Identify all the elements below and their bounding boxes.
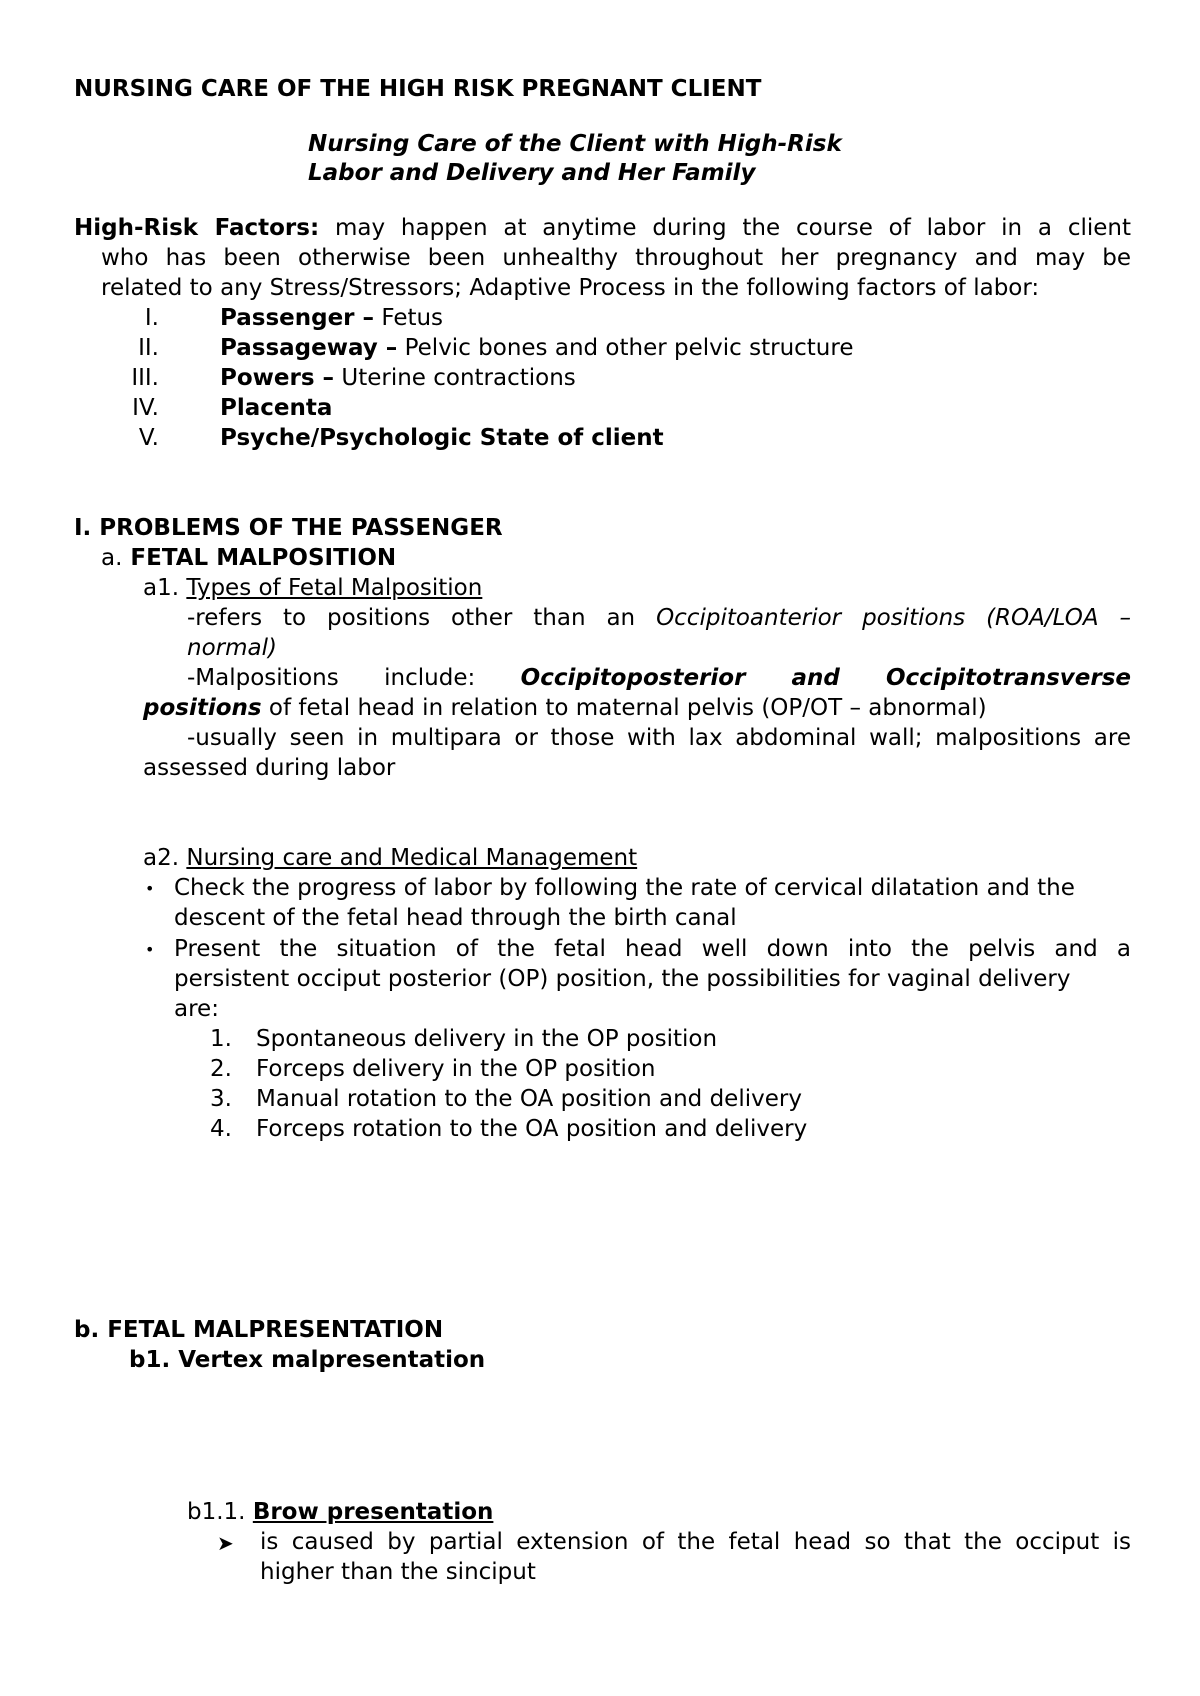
- page-title: NURSING CARE OF THE HIGH RISK PREGNANT CLIENT: [74, 76, 762, 102]
- a2-prefix: a2.: [143, 845, 187, 871]
- b11-title: Brow presentation: [252, 1499, 494, 1525]
- option-text: Forceps rotation to the OA position and delivery: [256, 1116, 808, 1142]
- a1-line-1-italic: Occipitoanterior positions (ROA/LOA –: [656, 605, 1131, 631]
- a1-line-4-text: of fetal head in relation to maternal pelvis (OP/OT – abnormal): [261, 695, 987, 721]
- bullet-1-line-2: descent of the fetal head through the birth canal: [174, 905, 737, 931]
- factor-desc: Uterine contractions: [334, 365, 576, 391]
- subsection-prefix: a.: [101, 545, 123, 571]
- bullet-1-line-1: Check the progress of labor by following the rate of cervical dilatation and the: [174, 875, 1075, 901]
- a1-title: Types of Fetal Malposition: [186, 575, 483, 601]
- b11-prefix: b1.1.: [187, 1499, 253, 1525]
- factor-numeral: IV.: [132, 395, 159, 421]
- factor-term: Powers –: [220, 365, 335, 391]
- high-risk-line-2: who has been otherwise been unhealthy throughout her pregnancy and may be: [101, 245, 1131, 271]
- bullet-dot-icon: •: [145, 940, 155, 959]
- option-text: Manual rotation to the OA position and delivery: [256, 1086, 802, 1112]
- a1-heading: [143, 573, 482, 603]
- a2-heading: [143, 843, 637, 873]
- high-risk-text: may happen at anytime during the course of labor in a client: [319, 215, 1131, 241]
- a2-title: Nursing care and Medical Management: [186, 845, 638, 871]
- a1-line-3-bold-italic: Occipitoposterior and Occipitotransverse: [520, 665, 1131, 691]
- factor-numeral: V.: [138, 425, 159, 451]
- a1-line-4-bold-italic: positions: [143, 695, 262, 721]
- factor-term: Psyche/Psychologic State of client: [220, 425, 664, 451]
- high-risk-label: High-Risk Factors:: [74, 215, 320, 241]
- high-risk-line-1: [74, 213, 1131, 243]
- bullet-2-line-2: persistent occiput posterior (OP) position, the possibilities for vaginal delivery: [174, 966, 1071, 992]
- a1-line-1: [187, 603, 1131, 633]
- high-risk-line-3: related to any Stress/Stressors; Adaptive Process in the following factors of labor:: [101, 275, 1040, 301]
- a1-line-4: [143, 693, 987, 723]
- factor-desc: Fetus: [374, 305, 444, 331]
- b11-line-1: is caused by partial extension of the fetal head so that the occiput is: [260, 1529, 1131, 1555]
- a1-line-3: [187, 663, 1131, 693]
- arrow-bullet-icon: ➤: [217, 1531, 234, 1555]
- option-number: 3.: [210, 1086, 232, 1112]
- bullet-2-line-3: are:: [174, 996, 219, 1022]
- factor-numeral: I.: [144, 305, 159, 331]
- factor-term: Passageway –: [220, 335, 398, 361]
- subtitle-line-1: Nursing Care of the Client with High-Risk: [308, 131, 842, 157]
- subsection-title: FETAL MALPOSITION: [122, 545, 397, 571]
- b11-line-2: higher than the sinciput: [260, 1559, 536, 1585]
- a1-line-5: -usually seen in multipara or those with lax abdominal wall; malpositions are: [187, 725, 1131, 751]
- a1-prefix: a1.: [143, 575, 187, 601]
- b11-heading: [187, 1497, 493, 1527]
- factor-numeral: II.: [138, 335, 159, 361]
- option-number: 1.: [210, 1026, 232, 1052]
- option-text: Forceps delivery in the OP position: [256, 1056, 656, 1082]
- option-number: 4.: [210, 1116, 232, 1142]
- subsection-fetal-malposition: [101, 543, 396, 573]
- a1-line-3-text: -Malpositions include:: [187, 665, 521, 691]
- section-heading-passenger: I. PROBLEMS OF THE PASSENGER: [74, 515, 503, 541]
- bullet-dot-icon: •: [145, 879, 155, 898]
- option-text: Spontaneous delivery in the OP position: [256, 1026, 718, 1052]
- subtitle-line-2: Labor and Delivery and Her Family: [308, 160, 756, 186]
- subsection-vertex-malpresentation: b1. Vertex malpresentation: [129, 1347, 486, 1373]
- bullet-2-line-1: Present the situation of the fetal head well down into the pelvis and a: [174, 936, 1131, 962]
- factor-desc: Pelvic bones and other pelvic structure: [397, 335, 854, 361]
- section-heading-malpresentation: b. FETAL MALPRESENTATION: [74, 1317, 444, 1343]
- option-number: 2.: [210, 1056, 232, 1082]
- factor-term: Placenta: [220, 395, 333, 421]
- factor-numeral: III.: [131, 365, 159, 391]
- a1-line-2: normal): [187, 635, 277, 661]
- a1-line-1-text: -refers to positions other than an: [187, 605, 657, 631]
- a1-line-6: assessed during labor: [143, 755, 396, 781]
- factor-term: Passenger –: [220, 305, 375, 331]
